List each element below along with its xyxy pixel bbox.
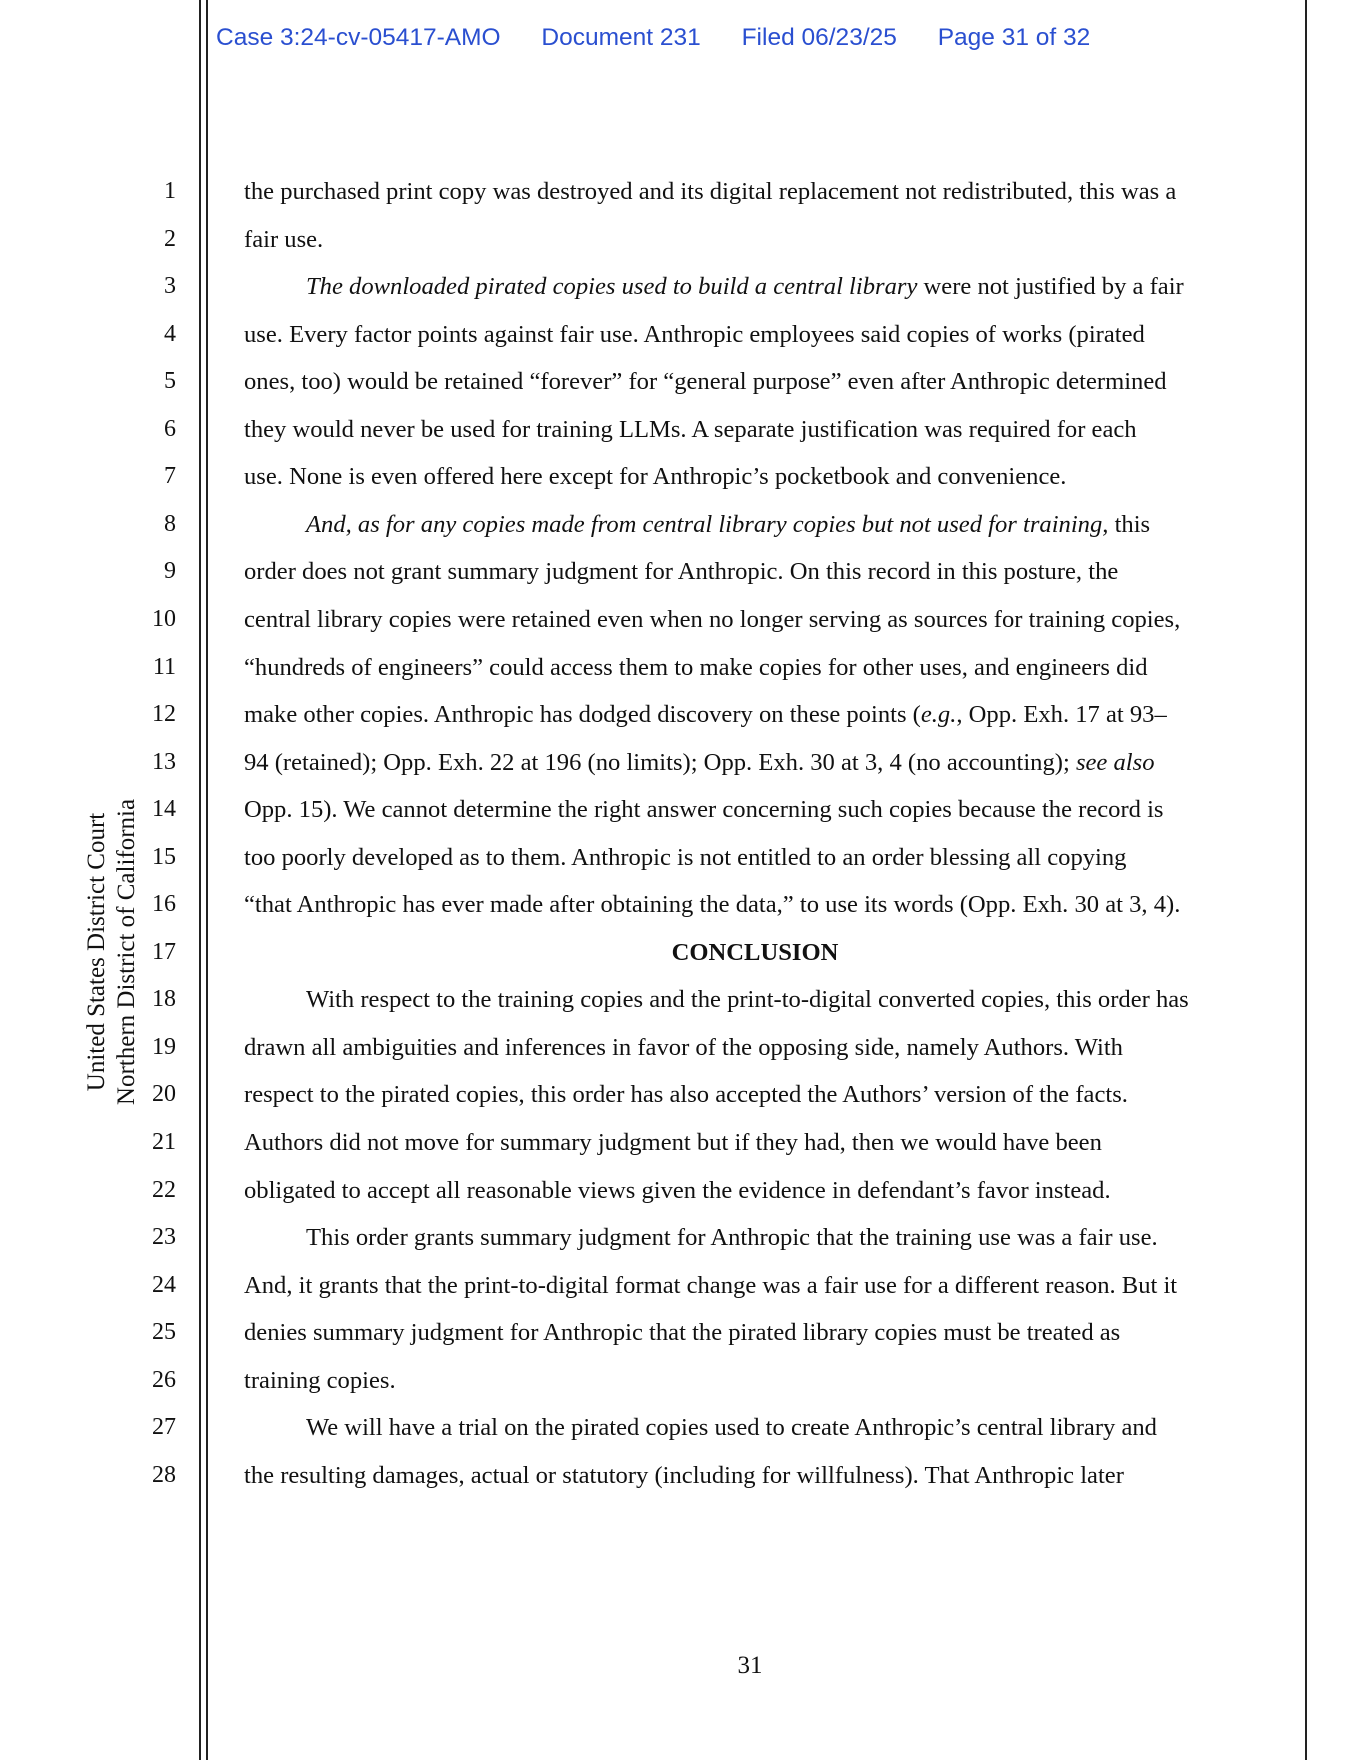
line-number: 27 <box>152 1414 176 1441</box>
page-indicator: Page 31 of 32 <box>937 24 1091 51</box>
line-number: 7 <box>164 463 176 490</box>
line-number: 16 <box>152 891 176 918</box>
line-number: 12 <box>152 701 176 728</box>
left-margin-rule-outer <box>199 0 201 1760</box>
text-run: “that Anthropic has ever made after obtaining the data,” to use its words (Opp. Exh. 30 at 3, 4). <box>244 891 1181 919</box>
line-number: 2 <box>164 225 176 252</box>
text-line <box>244 593 1180 646</box>
text-run: And, it grants that the print-to-digital format change was a fair use for a different reason. But it <box>244 1271 1178 1299</box>
case-number: Case 3:24-cv-05417-AMO <box>216 24 501 51</box>
text-run: ones, too) would be retained “forever” for “general purpose” even after Anthropic determined <box>244 368 1167 396</box>
text-line <box>306 1401 1157 1454</box>
line-number: 1 <box>164 178 176 204</box>
italic-text: The downloaded pirated copies used to build a central library <box>306 273 918 301</box>
line-number: 3 <box>164 273 176 300</box>
text-run: “hundreds of engineers” could access them to make copies for other uses, and engineers did <box>244 653 1148 681</box>
line-number: 15 <box>152 843 176 870</box>
text-run: training copies. <box>244 1366 396 1394</box>
line-number: 26 <box>152 1366 176 1393</box>
section-heading <box>244 926 1266 979</box>
line-number: 11 <box>152 653 176 680</box>
line-number: 17 <box>152 938 176 965</box>
text-run: This order grants summary judgment for Anthropic that the training use was a fair use. <box>306 1224 1158 1252</box>
line-number: 10 <box>152 605 176 632</box>
left-margin-rule-inner <box>206 0 208 1760</box>
text-run: order does not grant summary judgment for Anthropic. On this record in this posture, the <box>244 558 1119 586</box>
text-run: denies summary judgment for Anthropic that the pirated library copies must be treated as <box>244 1319 1121 1347</box>
text-run: too poorly developed as to them. Anthropic is not entitled to an order blessing all copying <box>244 843 1127 871</box>
text-line <box>306 973 1189 1026</box>
line-number: 18 <box>152 986 176 1013</box>
text-line <box>244 1354 396 1407</box>
text-line <box>306 260 1184 313</box>
text-run: We will have a trial on the pirated copies used to create Anthropic’s central library and <box>306 1414 1157 1442</box>
italic-text: And, as for any copies made from central library copies but not used for training, <box>306 510 1109 538</box>
line-number: 13 <box>152 748 176 775</box>
text-line <box>244 1021 1123 1074</box>
text-line <box>244 641 1148 694</box>
text-line <box>244 831 1126 884</box>
text-line <box>244 165 1176 218</box>
line-number: 25 <box>152 1319 176 1346</box>
text-line <box>244 308 1145 361</box>
line-number: 5 <box>164 368 176 395</box>
text-run: Opp. 15). We cannot determine the right answer concerning such copies because the record is <box>244 796 1164 824</box>
text-run: fair use. <box>244 225 324 253</box>
filed-date: Filed 06/23/25 <box>741 24 897 51</box>
text-run: 94 (retained); Opp. Exh. 22 at 196 (no limits); Opp. Exh. 30 at 3, 4 (no accounting); <box>244 748 1076 776</box>
line-number: 28 <box>152 1461 176 1488</box>
text-run: obligated to accept all reasonable views given the evidence in defendant’s favor instead. <box>244 1176 1111 1204</box>
court-name-line-2: Northern District of California <box>113 798 140 1106</box>
text-line <box>244 1068 1128 1121</box>
line-number: 20 <box>152 1081 176 1108</box>
text-run: use. None is even offered here except for Anthropic’s pocketbook and convenience. <box>244 463 1067 491</box>
text-run: were not justified by a fair <box>917 273 1184 301</box>
line-number: 6 <box>164 415 176 442</box>
text-line <box>244 736 1155 789</box>
text-line <box>244 878 1180 931</box>
text-run: central library copies were retained even when no longer serving as sources for training copies, <box>244 605 1181 633</box>
text-run: drawn all ambiguities and inferences in favor of the opposing side, namely Authors. With <box>244 1033 1123 1061</box>
text-line <box>244 688 1167 741</box>
court-name <box>82 799 142 1105</box>
text-line <box>244 355 1167 408</box>
page-number: 31 <box>737 1652 763 1679</box>
text-run: respect to the pirated copies, this order has also accepted the Authors’ version of the facts. <box>244 1081 1128 1109</box>
text-run: they would never be used for training LLMs. A separate justification was required for each <box>244 415 1137 443</box>
text-line <box>244 1449 1124 1502</box>
text-run: the purchased print copy was destroyed and its digital replacement not redistributed, this was a <box>244 178 1177 205</box>
text-line <box>244 1116 1102 1169</box>
docket-header <box>216 24 1124 52</box>
text-run: make other copies. Anthropic has dodged discovery on these points ( <box>244 701 921 729</box>
text-run: , Opp. Exh. 17 at 93– <box>956 701 1167 729</box>
text-line <box>244 783 1164 836</box>
line-number: 14 <box>152 796 176 823</box>
court-name-line-1: United States District Court <box>83 812 110 1092</box>
line-number: 9 <box>164 558 176 585</box>
text-line <box>244 1306 1120 1359</box>
text-run: the resulting damages, actual or statutory (including for willfulness). That Anthropic later <box>244 1461 1124 1489</box>
document-number: Document 231 <box>541 24 701 51</box>
text-run: CONCLUSION <box>671 938 839 966</box>
text-run: Authors did not move for summary judgment but if they had, then we would have been <box>244 1129 1102 1156</box>
text-line <box>244 1259 1177 1312</box>
text-line <box>306 1211 1158 1264</box>
line-number: 21 <box>152 1129 176 1155</box>
text-run: this <box>1108 510 1151 538</box>
text-line <box>244 403 1137 456</box>
italic-text: see also <box>1075 748 1155 776</box>
text-line <box>244 1164 1111 1217</box>
text-line <box>306 498 1150 551</box>
italic-text: e.g. <box>920 701 957 729</box>
right-margin-rule <box>1305 0 1307 1760</box>
line-number: 8 <box>164 510 176 537</box>
text-line <box>244 545 1118 598</box>
text-run: use. Every factor points against fair use. Anthropic employees said copies of works (pirated <box>244 320 1145 348</box>
text-line <box>244 450 1066 503</box>
line-number: 23 <box>152 1224 176 1251</box>
text-run: With respect to the training copies and the print-to-digital converted copies, this order has <box>306 986 1189 1014</box>
line-number: 19 <box>152 1033 176 1060</box>
line-number: 24 <box>152 1271 176 1298</box>
line-number: 22 <box>152 1176 176 1203</box>
line-number: 4 <box>164 320 176 347</box>
text-line <box>244 213 323 266</box>
